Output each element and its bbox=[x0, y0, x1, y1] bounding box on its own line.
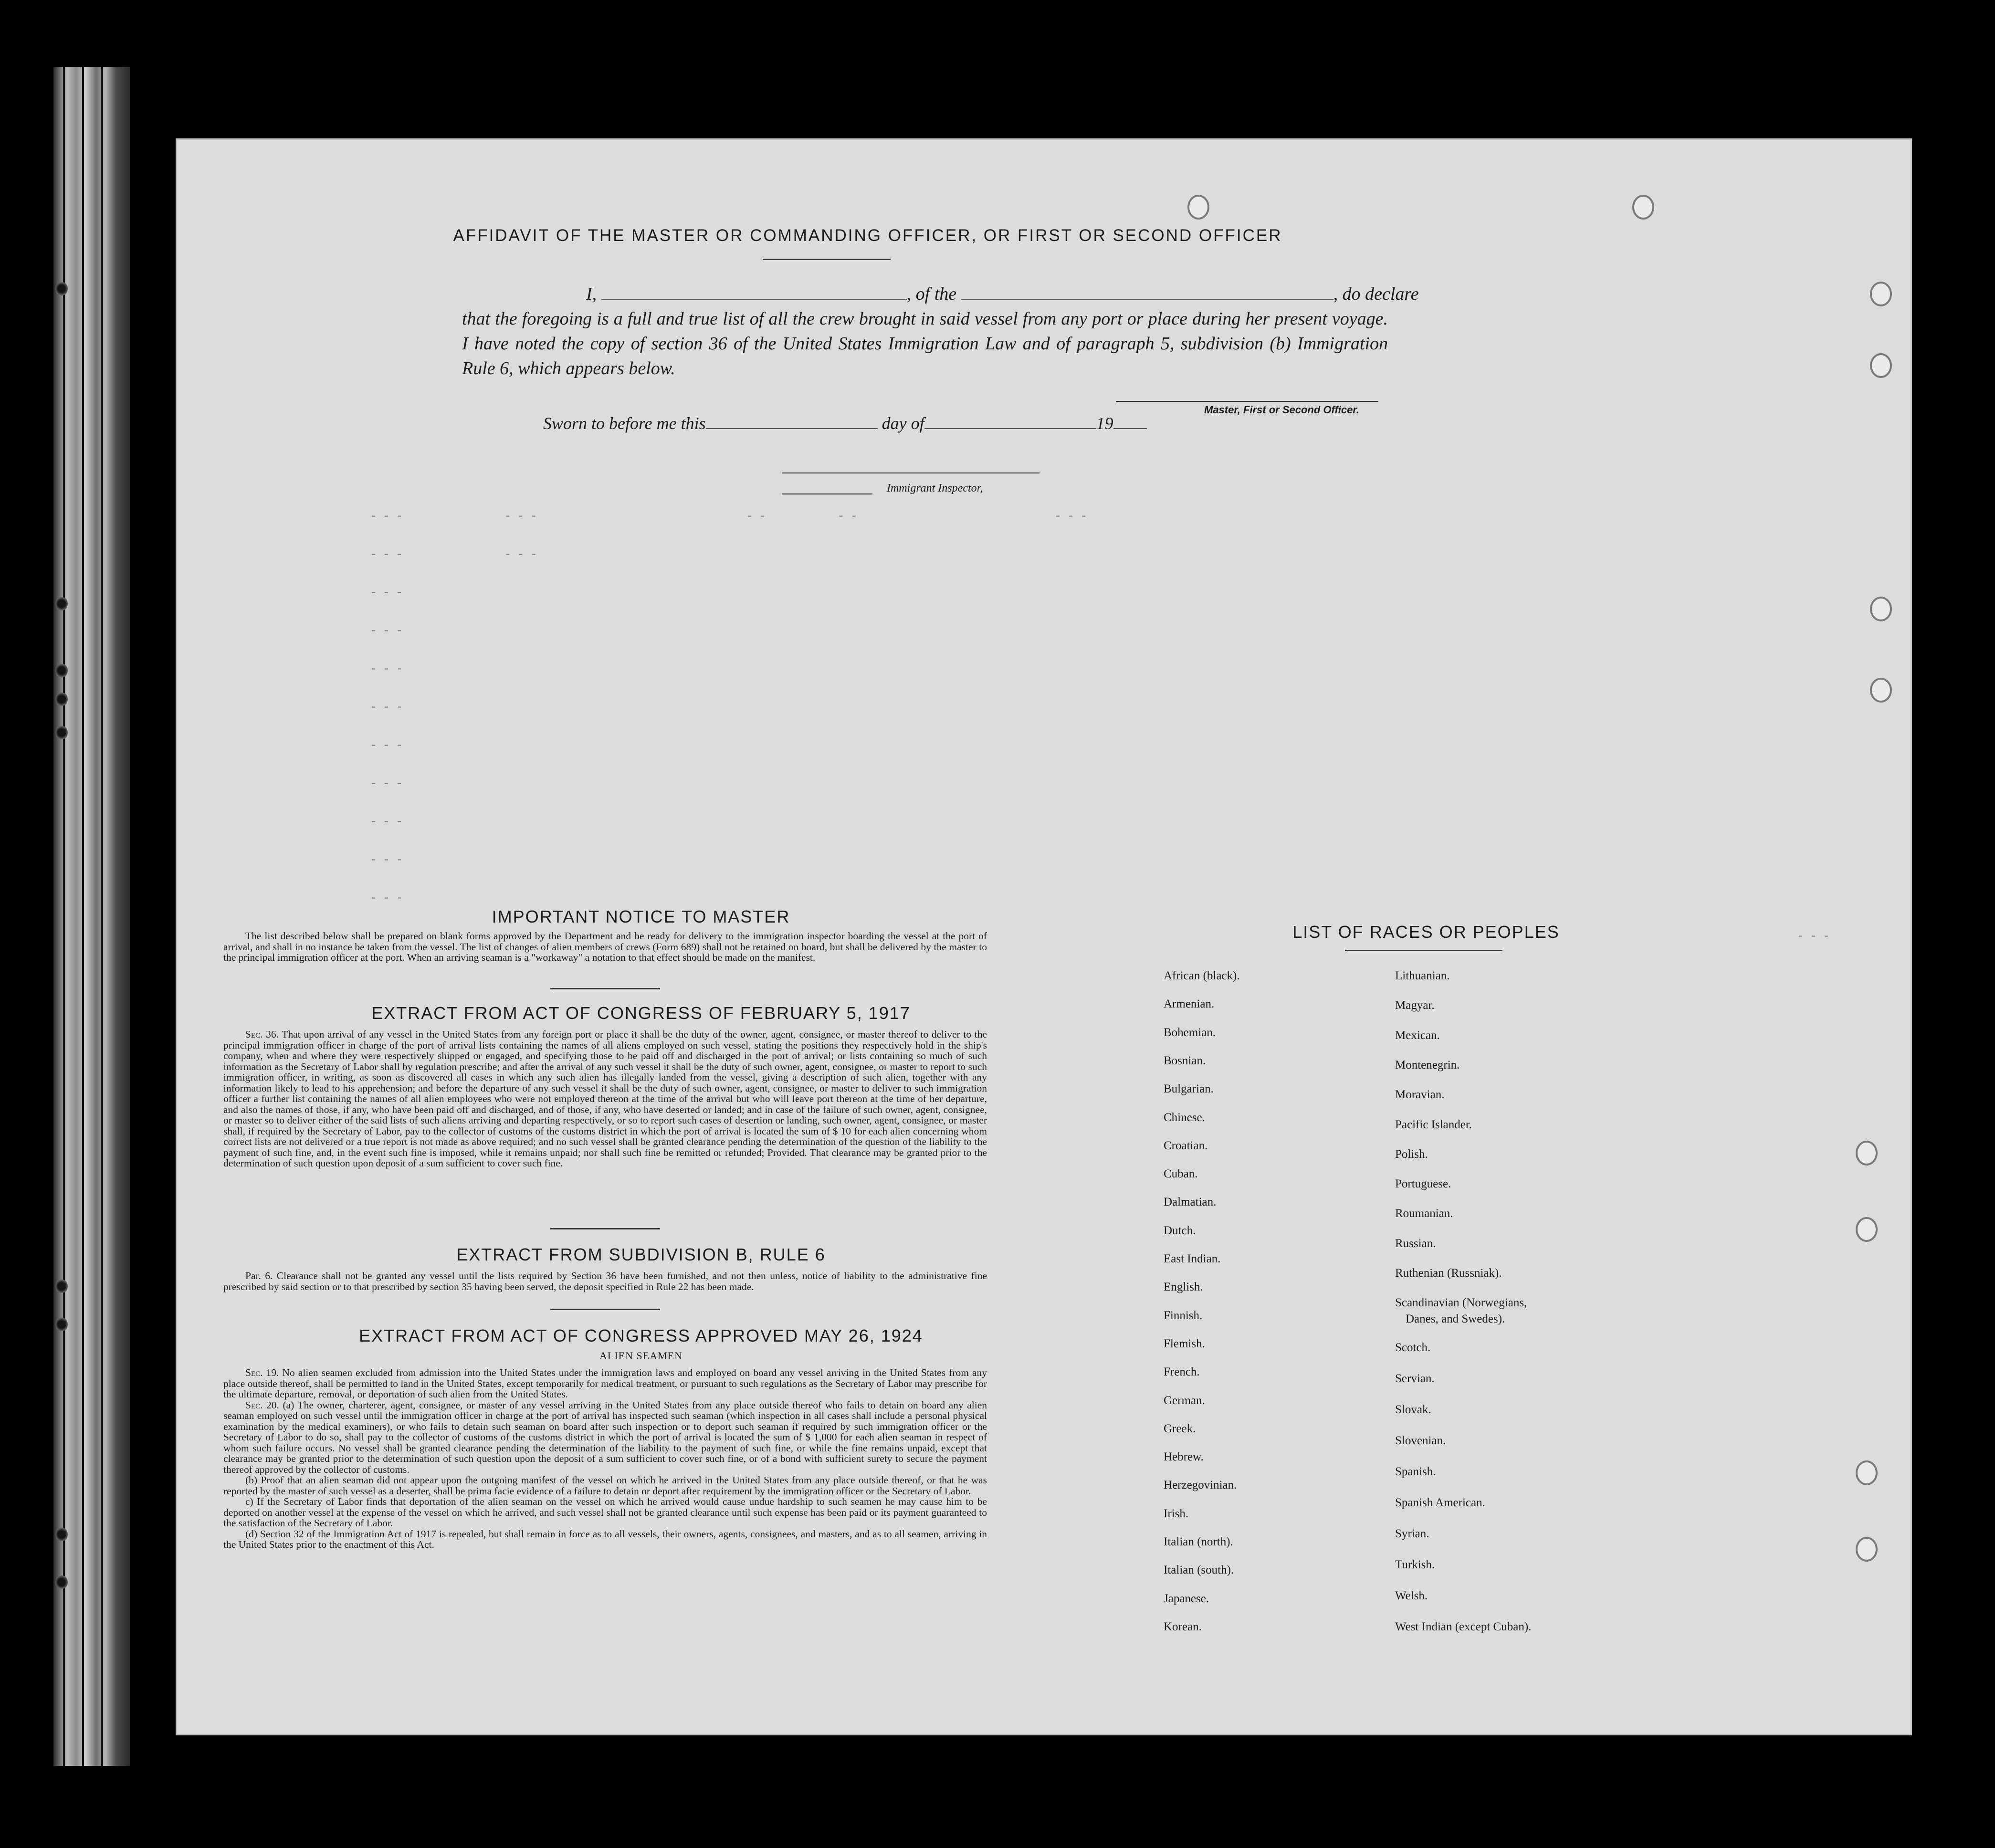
faint-dash: - - - bbox=[1798, 928, 1831, 942]
race-item: Bohemian. bbox=[1164, 1026, 1216, 1039]
race-item: East Indian. bbox=[1164, 1252, 1221, 1265]
sworn-prefix: Sworn to before me this bbox=[543, 414, 706, 433]
punch-hole bbox=[1870, 678, 1892, 703]
race-item: Welsh. bbox=[1395, 1589, 1428, 1603]
race-item: Russian. bbox=[1395, 1237, 1436, 1250]
races-right-column bbox=[1395, 969, 1681, 1634]
race-item: Spanish American. bbox=[1395, 1496, 1485, 1510]
i-label: I, bbox=[586, 284, 597, 304]
race-item: Chinese. bbox=[1164, 1111, 1205, 1124]
binding-hole bbox=[55, 282, 68, 296]
race-item: West Indian (except Cuban). bbox=[1395, 1620, 1532, 1634]
extract-1917-paragraph bbox=[223, 1029, 987, 1169]
races-divider bbox=[1345, 950, 1502, 951]
race-item: Irish. bbox=[1164, 1507, 1189, 1520]
race-item: Korean. bbox=[1164, 1620, 1202, 1633]
rule6-heading: EXTRACT FROM SUBDIVISION B, RULE 6 bbox=[456, 1245, 826, 1264]
race-item: Cuban. bbox=[1164, 1167, 1198, 1181]
faint-dash: - - - bbox=[371, 814, 404, 828]
race-item: Ruthenian (Russniak). bbox=[1395, 1267, 1502, 1280]
rule6-divider bbox=[550, 1309, 660, 1310]
alien-seamen-subheading: ALIEN SEAMEN bbox=[599, 1350, 682, 1362]
sec-19-text: No alien seamen excluded from admission into the United States under the immigration laws and employed on board any vessel arriving in the United States from any place outside thereof, shall be permitted to land in the United States, except temporarily for medical treatment, or pursuant to such regulations as the Secretary of Labor may prescribe for the ultimate departure, removal, or deportation of such alien from the United States. bbox=[223, 1367, 987, 1400]
race-item: Hebrew. bbox=[1164, 1450, 1204, 1464]
race-item: Montenegrin. bbox=[1395, 1058, 1460, 1071]
sec-20a-text: (a) The owner, charterer, agent, consignee, or master of any vessel arriving in the United States from any place outside thereof who fails to detain on board any alien seaman employed on such vessel until the immigration officer in charge at the port of arrival has inspected such seaman (which inspection in all cases shall include a personal physical examination by the medical examiners), or who fails to detain such seaman on board after such inspection or to deport such seaman if required by such immigration officer or the Secretary of Labor to do so, shall pay to the collector of customs of the customs district in which the port of arrival is located the sum of $ 1,000 for each alien seaman in respect of whom such failure occurs. No vessel shall be granted clearance pending the determination of the liability to the payment of such fine, or while the fine remains unpaid, except that clearance may be granted prior to the determination of such question upon the deposit of a sum sufficient to cover such fine, or of a bond with sufficient surety to secure the payment thereof approved by the collector of customs. bbox=[223, 1399, 987, 1475]
race-item: Pacific Islander. bbox=[1395, 1118, 1472, 1131]
race-item: Bulgarian. bbox=[1164, 1082, 1214, 1096]
extract-1924-text bbox=[223, 1367, 987, 1550]
sworn-year: 19 bbox=[1096, 414, 1113, 433]
binding-hole bbox=[55, 1317, 68, 1332]
extract-1917-divider bbox=[550, 1228, 660, 1229]
faint-dash: - - - bbox=[371, 661, 404, 675]
faint-dash: - - - bbox=[371, 737, 404, 751]
of-the-label: , of the bbox=[906, 284, 957, 304]
faint-dash: - - - bbox=[371, 776, 404, 789]
binding-strip bbox=[53, 67, 130, 1766]
notice-heading: IMPORTANT NOTICE TO MASTER bbox=[492, 907, 790, 926]
affidavit-body: that the foregoing is a full and true list of all the crew brought in said vessel from any port or place during her present voyage. I have noted the copy of section 36 of the United States Immigration Law and of paragraph 5, subdivision (b) Immigration Rule 6, which appears below. bbox=[462, 309, 1388, 378]
race-item: French. bbox=[1164, 1365, 1200, 1379]
master-signature-label: Master, First or Second Officer. bbox=[1204, 404, 1359, 416]
rule6-text bbox=[223, 1270, 987, 1292]
binding-hole bbox=[55, 663, 68, 678]
punch-hole bbox=[1856, 1141, 1878, 1166]
sec-36-text: That upon arrival of any vessel in the United States from any foreign port or place it shall be the duty of the owner, agent, consignee, or master thereof to deliver to the principal immigration officer in charge of the port of arrival lists containing the names of all aliens employed on such vessel, stating the positions they respectively hold in the ship's company, when and where they were respectively shipped or engaged, and specifying those to be paid off and discharged in the port of arrival; or lists containing so much of such information as the Secretary of Labor shall by regulation prescribe; and after the arrival of any such vessel it shall be the duty of such owner, agent, consignee, or master to report to such immigration officer, in writing, as soon as discovered all cases in which any such alien has illegally landed from the vessel, giving a description of such alien, together with any information likely to lead to his apprehension; and before the departure of any such vessel it shall be the duty of such owner, agent, consignee, or master to deliver to such immigration officer a further list containing the names of all alien employees who were not employed thereon at the time of the arrival but who will leave port thereon at the time of her departure, and also the names of those, if any, who have been paid off and discharged, and of those, if any, who have deserted or landed; and in case of the failure of such owner, agent, consignee, or master so to deliver either of the said lists of such aliens arriving and departing respectively, or so to report such cases of desertion or landing, such owner, agent, consignee, or master shall, if required by the Secretary of Labor, pay to the collector of customs of the customs district in which the port of arrival is located the sum of $ 10 for each alien concerning whom correct lists are not delivered or a true report is not made as above required; and no such vessel shall be granted clearance pending the determination of the question of the liability to the payment of such fine, and, in the event such fine is imposed, while it remains unpaid; nor shall such fine be remitted or refunded; Provided. That clearance may be granted prior to the determination of such question upon deposit of a sum sufficient to cover such fine. bbox=[223, 1029, 987, 1169]
race-item: Slovenian. bbox=[1395, 1434, 1446, 1448]
race-item: Servian. bbox=[1395, 1372, 1435, 1386]
sec-19-label: Sec. 19. bbox=[245, 1367, 279, 1378]
extract-1917-heading: EXTRACT FROM ACT OF CONGRESS OF FEBRUARY 5, 1917 bbox=[371, 1003, 911, 1023]
binding-hole bbox=[55, 1279, 68, 1293]
sec-20a-paragraph bbox=[223, 1400, 987, 1475]
sec-19-paragraph bbox=[223, 1367, 987, 1400]
notice-paragraph: The list described below shall be prepared on blank forms approved by the Department and be ready for delivery to the immigration inspector boarding the vessel at the port of arrival, and shall in no instance be taken from the vessel. The list of changes of alien members of crews (Form 689) shall not be retained on board, but shall be delivered by the master to the principal immigration officer at the port. When an arriving seaman is a "workaway" a notation to that effect should be made on the manifest. bbox=[223, 930, 987, 963]
race-item: Dutch. bbox=[1164, 1224, 1196, 1237]
race-item: Italian (south). bbox=[1164, 1564, 1234, 1577]
race-item: Greek. bbox=[1164, 1422, 1196, 1435]
binding-hole bbox=[55, 1527, 68, 1542]
faint-dash: - - - bbox=[371, 890, 404, 904]
race-item: Syrian. bbox=[1395, 1527, 1429, 1541]
binding-edge bbox=[82, 67, 84, 1766]
sworn-year-blank bbox=[1113, 428, 1147, 429]
race-item: Danes, and Swedes). bbox=[1406, 1312, 1505, 1326]
race-item: Roumanian. bbox=[1395, 1207, 1453, 1220]
punch-hole bbox=[1856, 1537, 1878, 1562]
punch-hole bbox=[1856, 1460, 1878, 1485]
notice-divider bbox=[550, 988, 660, 989]
race-item: Croatian. bbox=[1164, 1139, 1208, 1152]
race-item: Turkish. bbox=[1395, 1558, 1435, 1572]
sec-20d-paragraph: (d) Section 32 of the Immigration Act of 1917 is repealed, but shall remain in force as to all vessels, their owners, agents, consignees, and masters, and as to all seamen, arriving in the United States prior to the enactment of this Act. bbox=[223, 1528, 987, 1550]
master-signature-line bbox=[1116, 401, 1378, 402]
races-heading: LIST OF RACES OR PEOPLES bbox=[1292, 922, 1560, 942]
race-item: Armenian. bbox=[1164, 998, 1215, 1011]
punch-hole bbox=[1632, 195, 1654, 220]
race-item: Japanese. bbox=[1164, 1592, 1209, 1605]
title-divider bbox=[763, 259, 891, 260]
affidavit-text bbox=[462, 282, 1419, 381]
faint-dash: - - - bbox=[371, 585, 404, 598]
race-item: African (black). bbox=[1164, 969, 1240, 982]
race-item: Flemish. bbox=[1164, 1337, 1205, 1350]
race-item: Lithuanian. bbox=[1395, 969, 1450, 982]
sworn-line bbox=[543, 413, 1147, 433]
faint-dash: - - - - - - bbox=[371, 546, 539, 560]
punch-hole bbox=[1870, 597, 1892, 621]
document-page bbox=[176, 138, 1912, 1735]
race-item: Spanish. bbox=[1395, 1465, 1436, 1479]
faint-dash: - - - bbox=[371, 852, 404, 866]
sec-20c-paragraph: c) If the Secretary of Labor finds that deportation of the alien seaman on the vessel on which he arrived would cause undue hardship to such seamen he may cause him to be deported on another vessel at the expense of the vessel on which he arrived, and such vessel shall not be granted clearance until such expense has been paid or its payment guaranteed to the satisfaction of the Secretary of Labor. bbox=[223, 1496, 987, 1529]
punch-hole bbox=[1870, 353, 1892, 378]
race-item: Portuguese. bbox=[1395, 1177, 1451, 1191]
extract-1917-text bbox=[223, 1029, 987, 1169]
races-left-column bbox=[1164, 969, 1393, 1633]
faint-dash: - - - bbox=[371, 699, 404, 713]
inspector-label: Immigrant Inspector, bbox=[887, 482, 983, 494]
inspector-line-top bbox=[782, 472, 1040, 473]
binding-hole bbox=[55, 692, 68, 706]
binding-edge bbox=[63, 67, 65, 1766]
faint-dash: - - - bbox=[371, 623, 404, 637]
name-blank bbox=[601, 299, 907, 300]
do-declare-label: , do declare bbox=[1333, 284, 1419, 304]
binding-hole bbox=[55, 1575, 68, 1589]
race-item: Italian (north). bbox=[1164, 1535, 1233, 1548]
race-item: Mexican. bbox=[1395, 1029, 1440, 1042]
race-item: Dalmatian. bbox=[1164, 1196, 1217, 1209]
affidavit-first-line bbox=[462, 282, 1419, 306]
faint-dash: - - - - - - - - - - - - - bbox=[371, 508, 1089, 522]
race-item: Slovak. bbox=[1395, 1403, 1431, 1417]
race-item: Herzegovinian. bbox=[1164, 1479, 1237, 1492]
punch-hole bbox=[1187, 195, 1209, 220]
vessel-blank bbox=[961, 299, 1334, 300]
sworn-day-label: day of bbox=[882, 414, 924, 433]
race-item: Bosnian. bbox=[1164, 1054, 1206, 1067]
sec-20b-paragraph: (b) Proof that an alien seaman did not appear upon the outgoing manifest of the vessel on which he arrived in the United States from any place outside thereof, or that he was reported by the master of such vessel as a deserter, shall be prima facie evidence of a failure to detain or deport after requirement by the immigration officer or the Secretary of Labor. bbox=[223, 1474, 987, 1497]
race-item: Polish. bbox=[1395, 1147, 1428, 1161]
binding-hole bbox=[55, 725, 68, 740]
binding-edge bbox=[101, 67, 103, 1766]
sec-36-label: Sec. 36. bbox=[245, 1029, 279, 1040]
race-item: English. bbox=[1164, 1281, 1203, 1294]
sworn-date-blank bbox=[706, 428, 878, 429]
rule6-paragraph: Par. 6. Clearance shall not be granted any vessel until the lists required by Section 36 have been furnished, and not then unless, notice of liability to the administrative fine prescribed by said section or to that prescribed by section 35 having been served, the deposit specified in Rule 22 has been made. bbox=[223, 1270, 987, 1292]
sec-20-label: Sec. 20. bbox=[245, 1399, 279, 1411]
binding-hole bbox=[55, 597, 68, 611]
punch-hole bbox=[1856, 1217, 1878, 1242]
race-item: Scotch. bbox=[1395, 1341, 1431, 1354]
notice-text bbox=[223, 931, 987, 963]
extract-1924-heading: EXTRACT FROM ACT OF CONGRESS APPROVED MAY 26, 1924 bbox=[359, 1326, 923, 1345]
race-item: Finnish. bbox=[1164, 1309, 1203, 1322]
race-item: Moravian. bbox=[1395, 1088, 1445, 1102]
race-item: Magyar. bbox=[1395, 999, 1435, 1012]
race-item: Scandinavian (Norwegians, bbox=[1395, 1296, 1527, 1310]
sworn-month-blank bbox=[924, 428, 1096, 429]
punch-hole bbox=[1870, 282, 1892, 306]
race-item: German. bbox=[1164, 1394, 1205, 1407]
affidavit-title: AFFIDAVIT OF THE MASTER OR COMMANDING OFFICER, OR FIRST OR SECOND OFFICER bbox=[453, 226, 1282, 245]
